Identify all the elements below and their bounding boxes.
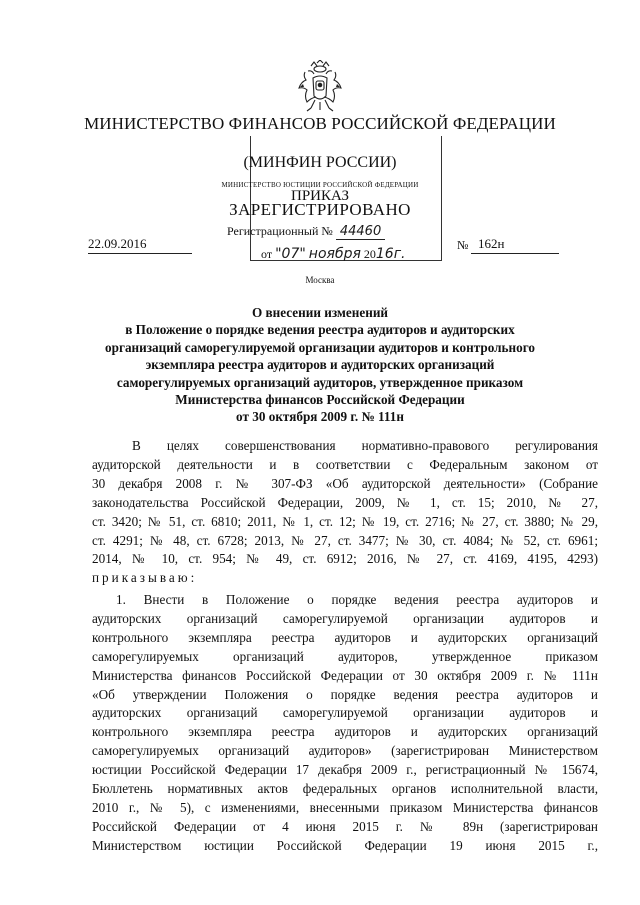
- paragraph-line-order: приказываю:: [92, 570, 198, 586]
- paragraph-line: 2014, № 10, ст. 954; № 49, ст. 6912; 2016, № 27, ст. 4169, 4195, 4293): [92, 551, 598, 567]
- paragraph-line: саморегулируемых организаций аудиторов, утвержденное приказом: [92, 648, 598, 664]
- paragraph-line: Министерства финансов Российской Федерации от 30 октября 2009 г. № 111н: [92, 667, 598, 683]
- registration-date-year: 16г.: [375, 246, 406, 262]
- paragraph-line: 1. Внести в Положение о порядке ведения реестра аудиторов и: [116, 592, 598, 607]
- title-line: Министерства финансов Российской Федерации: [175, 392, 465, 408]
- title-line: экземпляра реестра аудиторов и аудиторских организаций: [145, 357, 495, 373]
- paragraph-line: Бюллетень нормативных актов федеральных органов исполнительной власти,: [92, 781, 598, 797]
- paragraph-item-1: [92, 591, 598, 856]
- registration-date-month: ноября: [308, 246, 361, 262]
- document-number: 162н: [478, 236, 505, 251]
- registration-date-day: "07": [275, 246, 306, 262]
- paragraph-line: Министерством юстиции Российской Федерации 19 июня 2015 г.,: [92, 837, 598, 853]
- paragraph-line: аудиторских организаций саморегулируемой организации аудиторов и: [92, 705, 598, 721]
- paragraph-line: ст. 4291; № 48, ст. 6728; 2013, № 27, ст. 3477; № 30, ст. 4084; № 52, ст. 6961;: [92, 532, 598, 548]
- registration-date-line: [261, 246, 406, 262]
- registration-number-line: [227, 224, 385, 240]
- paragraph-line: 30 декабря 2008 г. № 307-ФЗ «Об аудиторской деятельности» (Собрание: [92, 475, 598, 491]
- number-underline: [471, 253, 559, 254]
- paragraph-line: 2010 г., № 5), с изменениями, внесенными приказом Министерства финансов: [92, 799, 598, 815]
- paragraph-line: законодательства Российской Федерации, 2009, № 1, ст. 15; 2010, № 27,: [92, 494, 598, 510]
- paragraph-line: юстиции Российской Федерации 17 декабря 2009 г., регистрационный № 15674,: [92, 762, 598, 778]
- title-line: от 30 октября 2009 г. № 111н: [236, 409, 404, 425]
- document-date: 22.09.2016: [88, 236, 147, 251]
- double-headed-eagle-icon: [297, 60, 343, 114]
- city: Москва: [305, 275, 335, 285]
- paragraph-preamble: [92, 437, 598, 588]
- paragraph-line: ст. 3420; № 51, ст. 6810; 2011, № 1, ст. 12; № 19, ст. 2716; № 27, ст. 3880; № 29,: [92, 513, 598, 529]
- date-underline: [88, 253, 192, 254]
- paragraph-line: В целях совершенствования нормативно-правового регулирования: [132, 438, 598, 453]
- registration-date-year-prefix: 20: [363, 247, 376, 261]
- title-line: саморегулируемых организаций аудиторов, утвержденное приказом: [116, 374, 524, 390]
- paragraph-line: саморегулируемых организаций аудиторов» (зарегистрирован Министерством: [92, 743, 598, 759]
- document-title: [92, 304, 548, 426]
- paragraph-line: «Об утверждении Положения о порядке ведения реестра аудиторов и: [92, 686, 598, 702]
- paragraph-line: аудиторской деятельности и в соответствии с Федеральным законом от: [92, 456, 598, 472]
- stamp-ministry-of-justice: МИНИСТЕРСТВО ЮСТИЦИИ РОССИЙСКОЙ ФЕДЕРАЦИИ: [221, 181, 419, 189]
- document-type: ПРИКАЗ: [291, 188, 349, 204]
- registration-number-label: Регистрационный №: [227, 224, 333, 238]
- paragraph-line: Российской Федерации от 4 июня 2015 г. № 89н (зарегистрирован: [92, 818, 598, 834]
- registration-date-prefix: от: [261, 247, 273, 261]
- title-line: организаций саморегулируемой организации аудиторов и контрольного: [105, 339, 535, 355]
- stamp-registered: ЗАРЕГИСТРИРОВАНО: [229, 200, 411, 219]
- registration-number: 44460: [339, 224, 382, 239]
- paragraph-line: аудиторских организаций саморегулируемой организации аудиторов и: [92, 610, 598, 626]
- paragraph-line: контрольного экземпляра реестра аудиторов и аудиторских организаций: [92, 629, 598, 645]
- title-line: в Положение о порядке ведения реестра аудиторов и аудиторских: [125, 322, 515, 338]
- ministry-short-name: (МИНФИН РОССИИ): [243, 154, 397, 171]
- title-line: О внесении изменений: [251, 305, 389, 320]
- document-number-label: №: [457, 238, 469, 252]
- paragraph-line: контрольного экземпляра реестра аудиторов и аудиторских организаций: [92, 724, 598, 740]
- ministry-title: МИНИСТЕРСТВО ФИНАНСОВ РОССИЙСКОЙ ФЕДЕРАЦИИ: [84, 114, 556, 133]
